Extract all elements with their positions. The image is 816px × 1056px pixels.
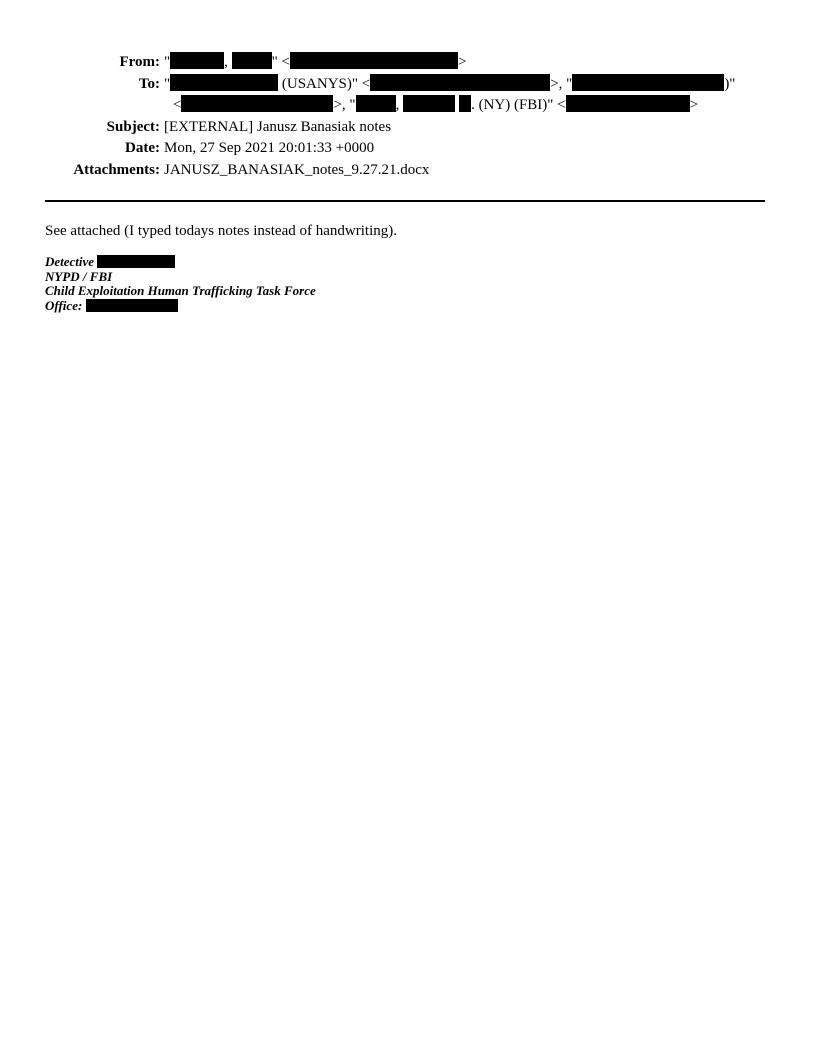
subject-value: [EXTERNAL] Janusz Banasiak notes (164, 118, 392, 135)
redaction-box (459, 95, 471, 112)
signature-office-label: Office: (45, 297, 86, 313)
signature-title: Detective (45, 254, 98, 269)
email-body: See attached (I typed todays notes instead of handwriting). (45, 223, 397, 239)
redaction-box (370, 74, 550, 91)
redaction-box (97, 255, 175, 268)
redaction-box (86, 299, 178, 312)
signature-title-line (45, 255, 316, 270)
to-usanys: (USANYS)" < (278, 75, 371, 92)
to-comma: , (395, 97, 404, 113)
redaction-box (232, 52, 272, 69)
email-signature (45, 255, 316, 313)
redaction-box (403, 95, 455, 112)
to-quote: " (164, 75, 171, 92)
to-label: To: (138, 75, 160, 92)
redaction-box (290, 52, 458, 69)
subject-row (0, 117, 816, 139)
to-row (0, 74, 816, 96)
to-ny-fbi: . (NY) (FBI)" < (471, 97, 566, 113)
attachments-row (0, 160, 816, 182)
from-quote-close: " < (271, 54, 290, 70)
to-separator: >, " (550, 75, 573, 92)
to-bracket-close: > (689, 97, 699, 113)
subject-label: Subject: (106, 118, 160, 135)
signature-org: NYPD / FBI (45, 268, 113, 284)
from-bracket-close: > (457, 54, 467, 70)
from-label: From: (119, 54, 160, 70)
redaction-box (170, 74, 278, 91)
date-value: Mon, 27 Sep 2021 20:01:33 +0000 (164, 140, 375, 156)
to-value-line-1 (164, 74, 735, 96)
header-divider (45, 200, 765, 202)
redaction-box (181, 95, 333, 112)
attachments-label: Attachments: (73, 161, 160, 178)
attachment-filename: JANUSZ_BANASIAK_notes_9.27.21.docx (164, 161, 430, 178)
date-row (0, 138, 816, 160)
date-label: Date: (125, 140, 160, 156)
to-separator: >, " (333, 97, 356, 113)
to-bracket-open: < (173, 97, 182, 113)
from-quote: " (164, 54, 171, 70)
signature-office-line (45, 299, 316, 314)
from-value (164, 52, 466, 74)
redaction-box (566, 95, 690, 112)
to-quote-close: )" (724, 75, 736, 92)
to-value-line-2 (173, 95, 698, 117)
to-row-continued (0, 95, 816, 117)
signature-unit: Child Exploitation Human Trafficking Task Force (45, 283, 316, 298)
redaction-box (356, 95, 396, 112)
from-row (0, 52, 816, 74)
redaction-box (572, 74, 724, 91)
redaction-box (170, 52, 224, 69)
from-separator: , (224, 54, 232, 70)
email-header (0, 52, 816, 181)
